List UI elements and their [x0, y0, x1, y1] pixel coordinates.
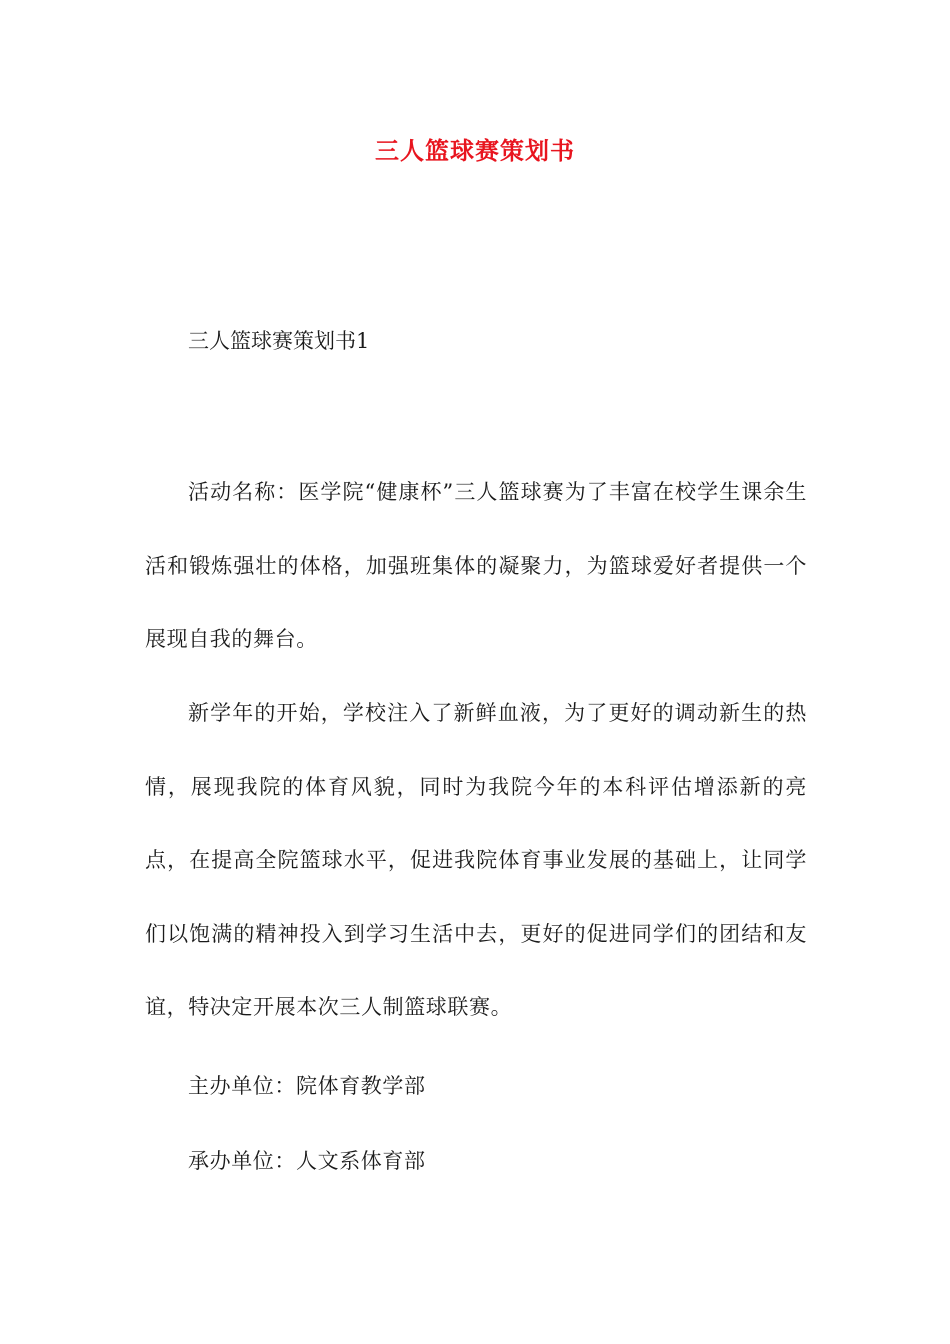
document-title: 三人篮球赛策划书 — [375, 136, 575, 165]
paragraph-activity-name: 活动名称：医学院“健康杯”三人篮球赛为了丰富在校学生课余生活和锻炼强壮的体格，加强班集体的凝聚力，为篮球爱好者提供一个展现自我的舞台。 — [145, 480, 807, 652]
co-organizer-line: 承办单位：人文系体育部 — [188, 1149, 426, 1173]
paragraph-background: 新学年的开始，学校注入了新鲜血液，为了更好的调动新生的热情，展现我院的体育风貌，同时为我院今年的本科评估增添新的亮点，在提高全院篮球水平，促进我院体育事业发展的基础上，让同学们以饱满的精神投入到学习生活中去，更好的促进同学们的团结和友谊，特决定开展本次三人制篮球联赛。 — [145, 701, 807, 1020]
section-heading: 三人篮球赛策划书1 — [188, 329, 370, 353]
organizer-line: 主办单位：院体育教学部 — [188, 1074, 426, 1098]
